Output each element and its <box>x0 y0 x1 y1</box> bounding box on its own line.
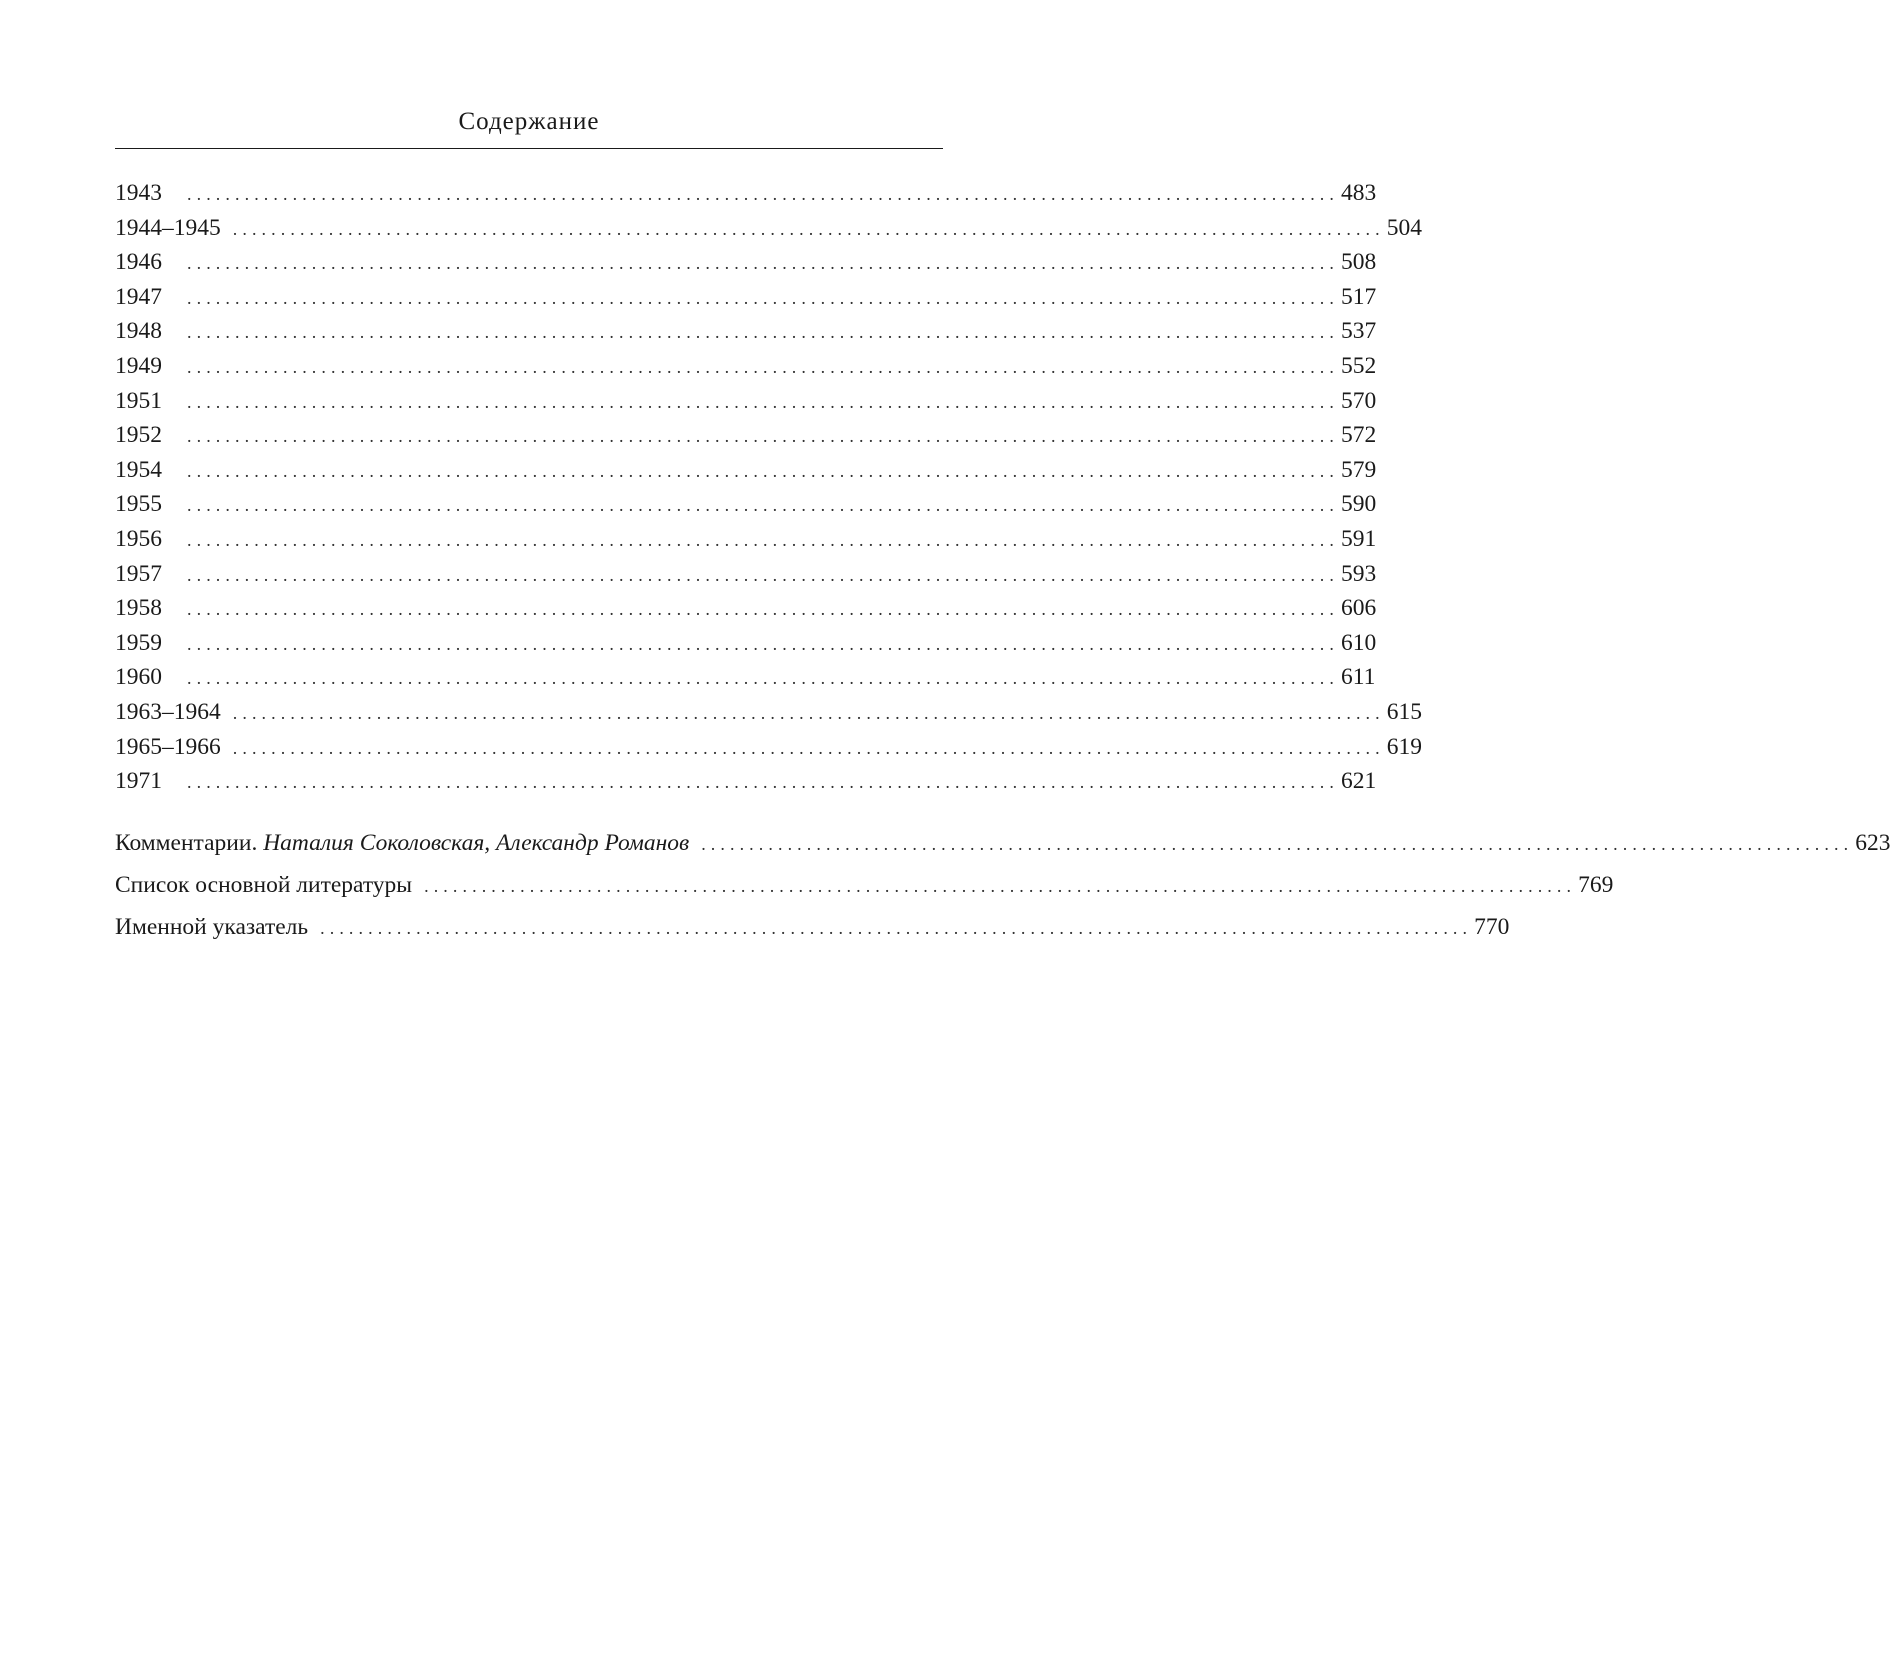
year-list <box>115 176 1422 799</box>
toc-entry-index[interactable] <box>115 906 1510 948</box>
dot-leader: ........................................................................................................................ <box>187 460 1339 481</box>
dot-leader: ........................................................................................................................ <box>701 834 1854 854</box>
toc-entry[interactable] <box>115 660 1376 695</box>
entry-label: 1947 <box>115 283 162 310</box>
toc-entry[interactable] <box>115 487 1377 522</box>
entry-label: 1965–1966 <box>115 733 221 760</box>
toc-entry[interactable] <box>115 384 1377 419</box>
toc-entry[interactable] <box>115 591 1377 626</box>
entry-label <box>115 822 701 864</box>
entry-page: 572 <box>1341 422 1377 449</box>
entry-page: 552 <box>1341 352 1377 379</box>
back-matter-list <box>115 822 1890 948</box>
toc-entry[interactable] <box>115 176 1377 211</box>
entry-label: 1943 <box>115 180 162 206</box>
toc-entry[interactable] <box>115 418 1377 453</box>
toc-entry[interactable] <box>115 245 1377 280</box>
entry-page: 611 <box>1341 664 1376 691</box>
toc-entry[interactable] <box>115 695 1422 730</box>
entry-label: 1960 <box>115 664 162 691</box>
toc-entry[interactable] <box>115 314 1377 349</box>
toc-entry[interactable] <box>115 453 1377 488</box>
entry-label: 1944–1945 <box>115 214 221 241</box>
entry-page: 508 <box>1341 249 1377 276</box>
commentary-authors: Наталия Соколовская, Александр Романов <box>263 830 690 856</box>
header-rule <box>115 148 943 149</box>
dot-leader: ........................................................................................................................ <box>232 702 1385 723</box>
commentary-label: Комментарии. <box>115 830 258 856</box>
dot-leader: ........................................................................................................................ <box>187 772 1339 793</box>
entry-label: 1952 <box>115 422 162 449</box>
entry-label: 1951 <box>115 387 162 414</box>
entry-page: 770 <box>1474 914 1510 940</box>
entry-page: 590 <box>1341 491 1377 518</box>
dot-leader: ........................................................................................................................ <box>424 876 1577 896</box>
entry-page: 591 <box>1341 525 1377 552</box>
dot-leader: ........................................................................................................................ <box>187 184 1339 204</box>
entry-page: 619 <box>1386 733 1422 760</box>
toc-entry[interactable] <box>115 211 1422 246</box>
entry-label: 1954 <box>115 456 162 483</box>
entry-label: 1959 <box>115 629 162 656</box>
entry-page: 615 <box>1386 698 1422 725</box>
entry-page: 570 <box>1341 387 1377 414</box>
dot-leader: ........................................................................................................................ <box>232 218 1385 239</box>
entry-page: 610 <box>1341 629 1377 656</box>
dot-leader: ........................................................................................................................ <box>187 564 1339 585</box>
toc-entry[interactable] <box>115 626 1377 661</box>
dot-leader: ........................................................................................................................ <box>187 495 1339 516</box>
entry-page: 769 <box>1578 872 1614 898</box>
toc-entry-commentary[interactable] <box>115 822 1890 864</box>
entry-label: 1971 <box>115 768 162 795</box>
dot-leader: ........................................................................................................................ <box>187 253 1339 274</box>
entry-label: Именной указатель <box>115 914 309 940</box>
dot-leader: ........................................................................................................................ <box>187 391 1339 412</box>
dot-leader: ........................................................................................................................ <box>187 356 1339 377</box>
toc-entry-bibliography[interactable] <box>115 864 1614 906</box>
entry-page: 606 <box>1341 595 1377 622</box>
entry-label: 1957 <box>115 560 162 587</box>
dot-leader: ........................................................................................................................ <box>320 918 1473 938</box>
entry-label: 1946 <box>115 249 162 276</box>
entry-label: 1948 <box>115 318 162 345</box>
entry-page: 517 <box>1341 283 1377 310</box>
entry-label: 1958 <box>115 595 162 622</box>
entry-page: 483 <box>1341 180 1377 206</box>
entry-label: 1955 <box>115 491 162 518</box>
entry-label: 1949 <box>115 352 162 379</box>
running-head: Содержание <box>458 108 600 135</box>
dot-leader: ........................................................................................................................ <box>187 322 1339 343</box>
dot-leader: ........................................................................................................................ <box>187 599 1339 620</box>
entry-label: 1956 <box>115 525 162 552</box>
entry-page: 623 <box>1855 830 1890 856</box>
dot-leader: ........................................................................................................................ <box>232 737 1385 758</box>
dot-leader: ........................................................................................................................ <box>187 529 1339 550</box>
entry-page: 504 <box>1386 214 1422 241</box>
entry-page: 621 <box>1341 768 1377 795</box>
toc-entry[interactable] <box>115 730 1422 765</box>
entry-label: 1963–1964 <box>115 698 221 725</box>
toc-entry[interactable] <box>115 764 1377 799</box>
toc-entry[interactable] <box>115 557 1377 592</box>
toc-entry[interactable] <box>115 280 1377 315</box>
toc-entry[interactable] <box>115 349 1377 384</box>
entry-page: 537 <box>1341 318 1377 345</box>
toc-entry[interactable] <box>115 522 1377 557</box>
dot-leader: ........................................................................................................................ <box>187 668 1339 689</box>
entry-label: Список основной литературы <box>115 872 413 898</box>
entry-page: 579 <box>1341 456 1377 483</box>
dot-leader: ........................................................................................................................ <box>187 633 1339 654</box>
entry-page: 593 <box>1341 560 1377 587</box>
dot-leader: ........................................................................................................................ <box>187 426 1339 447</box>
dot-leader: ........................................................................................................................ <box>187 287 1339 308</box>
